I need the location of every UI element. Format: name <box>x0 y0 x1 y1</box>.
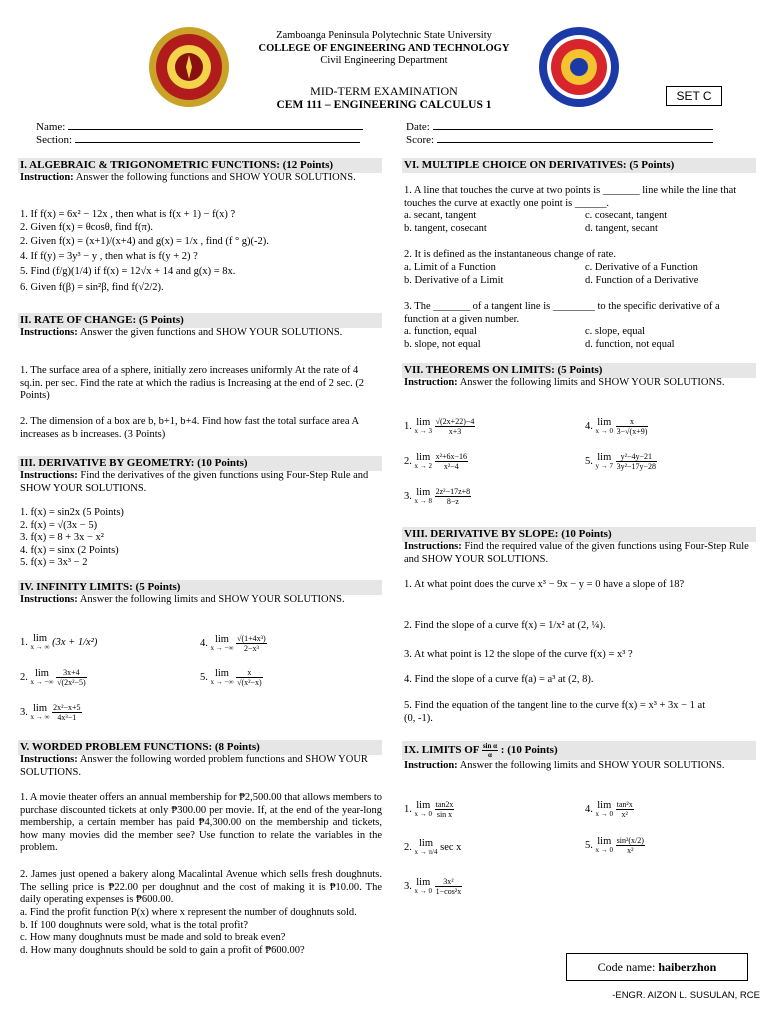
s8-q2: 2. Find the slope of a curve f(x) = 1/x² at (2, ¼). <box>404 620 606 631</box>
section-2-q1: 1. The surface area of a sphere, initially zero increases uniformly At the rate of 4 sq.in. per sec. Find the rate at which the radius is Increasing at the end of 2 sec. (2 Points) <box>20 365 365 402</box>
s9-num: 5. <box>585 839 593 851</box>
lim-text: lim <box>597 800 612 811</box>
s7-limit-4 <box>585 417 648 436</box>
s7-num: 4. <box>585 420 593 432</box>
date-label: Date: <box>406 121 430 133</box>
s6-q1-left <box>404 210 574 235</box>
s9-num: 1. <box>404 803 412 815</box>
s3-item: 3. f(x) = 8 + 3x − x² <box>20 532 104 544</box>
s4-num: 4. <box>200 637 208 649</box>
s4-limit-2 <box>20 668 87 687</box>
numerator: √(1+4x³) <box>237 634 266 643</box>
section-4-instr-text: Answer the following limits and SHOW YOUR SOLUTIONS. <box>79 594 345 605</box>
lim-text: lim <box>214 634 229 645</box>
s9-limit-4 <box>585 800 634 819</box>
exam-title: MID-TERM EXAMINATION <box>310 84 458 98</box>
denominator: √(2x²−5) <box>57 678 86 687</box>
university-logo <box>148 26 230 108</box>
choice-c: c. Derivative of a Function <box>585 262 698 273</box>
s7-limit-2 <box>404 452 468 471</box>
section-4-instruction <box>20 594 380 607</box>
section-5-parts <box>20 907 382 957</box>
section-2-instr-text: Answer the given functions and SHOW YOUR SOLUTIONS. <box>79 327 343 338</box>
lim-text: lim <box>418 838 433 849</box>
lim-under: x → 0 <box>414 887 432 895</box>
s8-q5: 5. Find the equation of the tangent line to the curve f(x) = x³ + 3x − 1 at (0, -1). <box>404 700 706 724</box>
set-badge <box>666 86 722 106</box>
lim-text: lim <box>597 836 612 847</box>
s6-q3-left <box>404 326 579 351</box>
section-3-instr-text: Find the derivatives of the given functions using Four-Step Rule and SHOW YOUR SOLUTIONS. <box>20 470 369 494</box>
s4-limit-1 <box>20 634 97 651</box>
numerator: tan2x <box>435 800 454 809</box>
section-8-instr-text: Find the required value of the given functions using Four-Step Rule and SHOW YOUR SOLUTIONS. <box>404 541 749 565</box>
lim-under: x → 0 <box>414 810 432 818</box>
s8-q4: 4. Find the slope of a curve f(a) = a³ at (2, 8). <box>404 674 594 685</box>
s3-item: 2. f(x) = √(3x − 5) <box>20 519 98 531</box>
numerator: 2z²−17z+8 <box>435 487 471 496</box>
section-2-instr-label: Instructions: <box>20 327 78 338</box>
s9-expr-2: sec x <box>440 841 462 853</box>
lim-text: lim <box>416 800 431 811</box>
denominator: α <box>487 751 492 759</box>
choice-b: b. slope, not equal <box>404 338 481 350</box>
s4-limit-3 <box>20 703 82 722</box>
s7-num: 2. <box>404 455 412 467</box>
section-2-title: II. RATE OF CHANGE: (5 Points) <box>18 313 382 328</box>
s4-num: 1. <box>20 636 28 648</box>
section-1-instr-label: Instruction: <box>20 172 74 183</box>
score-label: Score: <box>406 134 435 146</box>
s3-item: 5. f(x) = 3x³ − 2 <box>20 557 88 569</box>
set-label: SET C <box>676 89 712 103</box>
section-5-instr-text: Answer the following worded problem functions and SHOW YOUR SOLUTIONS. <box>20 754 368 778</box>
s9-limit-1 <box>404 800 454 819</box>
numerator: x <box>616 417 649 427</box>
lim-under: x → 0 <box>595 810 613 818</box>
s5-part-c: c. How many doughnuts must be made and sold to break even? <box>20 932 286 944</box>
s4-num: 3. <box>20 706 28 718</box>
lim-text: lim <box>416 877 431 888</box>
section-1-items <box>20 209 380 295</box>
s5-part-d: d. How many doughnuts should be sold to gain a profit of ₱600.00? <box>20 944 305 956</box>
date-field[interactable] <box>406 121 726 134</box>
numerator: tan²x <box>616 800 633 809</box>
section-9-instr-label: Instruction: <box>404 760 458 771</box>
lim-under: x → ∞ <box>30 643 50 651</box>
lim-under: x → ∞ <box>30 713 50 721</box>
lim-under: x → 2 <box>414 462 432 470</box>
section-6-title: VI. MULTIPLE CHOICE ON DERIVATIVES: (5 Points) <box>402 158 756 173</box>
s7-limit-3 <box>404 487 471 506</box>
numerator: sin²(x/2) <box>616 836 644 845</box>
lim-under: x → 0 <box>595 427 613 435</box>
section-3-title: III. DERIVATIVE BY GEOMETRY: (10 Points) <box>18 456 382 471</box>
name-label: Name: <box>36 121 66 133</box>
section-5-instr-label: Instructions: <box>20 754 78 765</box>
s4-expr-1: (3x + 1/x²) <box>52 636 98 648</box>
code-name-label: Code name: <box>597 960 656 974</box>
department-name: Civil Engineering Department <box>320 55 448 66</box>
section-8-instr-label: Instructions: <box>404 541 462 552</box>
lim-text: lim <box>597 417 612 428</box>
s9-num: 4. <box>585 803 593 815</box>
lim-under: x → −∞ <box>210 678 234 686</box>
choice-d: d. tangent, secant <box>585 222 658 234</box>
college-logo <box>538 26 620 108</box>
s9-limit-3 <box>404 877 462 896</box>
numerator: x²+6x−16 <box>435 452 468 461</box>
section-5-title: V. WORDED PROBLEM FUNCTIONS: (8 Points) <box>18 740 382 755</box>
lim-under: x → 3 <box>414 427 432 435</box>
s1-item: 5. Find (f/g)(1/4) if f(x) = 12√x + 14 and g(x) = 8x. <box>20 266 236 278</box>
section-label: Section: <box>36 134 73 146</box>
choice-a: a. function, equal <box>404 326 477 337</box>
section-5-instruction <box>20 754 380 779</box>
s4-limit-5 <box>200 668 263 687</box>
denominator: 2−x³ <box>243 644 259 653</box>
s9-title-pre: IX. LIMITS OF <box>404 744 480 757</box>
s9-num: 3. <box>404 880 412 892</box>
section-7-instr-label: Instruction: <box>404 377 458 388</box>
s1-item: 4. If f(y) = 3y³ − y , then what is f(y + 2) ? <box>20 250 198 262</box>
choice-d: d. Function of a Derivative <box>585 274 699 286</box>
lim-text: lim <box>32 703 47 714</box>
section-2-q2: 2. The dimension of a box are b, b+1, b+4. Find how fast the total surface area A increases as b increases. (3 Points) <box>20 416 359 440</box>
s6-q1-right <box>585 210 755 235</box>
university-name: Zamboanga Peninsula Polytechnic State University <box>276 30 492 41</box>
s4-num: 5. <box>200 671 208 683</box>
lim-under: x → 0 <box>595 846 613 854</box>
section-8-title: VIII. DERIVATIVE BY SLOPE: (10 Points) <box>402 527 756 542</box>
author-signature: -ENGR. AIZON L. SUSULAN, RCE <box>612 990 760 1001</box>
lim-text: lim <box>34 668 49 679</box>
denominator: x² <box>627 846 634 855</box>
s9-title-post: : (10 Points) <box>500 744 558 757</box>
choice-a: a. secant, tangent <box>404 210 477 221</box>
lim-under: x → π/4 <box>414 848 438 856</box>
lim-text: lim <box>597 452 612 463</box>
lim-under: x → −∞ <box>210 644 234 652</box>
lim-text: lim <box>32 633 47 644</box>
lim-text: lim <box>214 668 229 679</box>
s6-q2: 2. It is defined as the instantaneous change of rate. <box>404 249 616 260</box>
denominator: 3y²−17y−28 <box>616 462 657 471</box>
college-name: COLLEGE OF ENGINEERING AND TECHNOLOGY <box>258 42 510 54</box>
section-7-title: VII. THEOREMS ON LIMITS: (5 Points) <box>402 363 756 378</box>
denominator: sin x <box>436 810 453 819</box>
section-9-instr-text: Answer the following limits and SHOW YOUR SOLUTIONS. <box>459 760 725 771</box>
section-3-instruction <box>20 470 380 495</box>
numerator: sin α <box>482 742 498 750</box>
denominator: 4x³−1 <box>57 713 77 722</box>
lim-text: lim <box>416 487 431 498</box>
choice-b: b. tangent, cosecant <box>404 222 487 234</box>
s1-item: 6. Given f(β) = sin²β, find f(√2/2). <box>20 281 164 293</box>
lim-text: lim <box>416 417 431 428</box>
s6-q3: 3. The _______ of a tangent line is ________ to the specific derivative of a function at a given number. <box>404 301 720 325</box>
numerator: x <box>236 668 263 678</box>
s4-limit-4 <box>200 634 267 653</box>
denominator: x+3 <box>448 427 462 436</box>
s9-limit-2 <box>404 839 461 856</box>
s9-limit-5 <box>585 836 645 855</box>
section-3-items <box>20 507 380 570</box>
denominator: 3−√(x+9) <box>616 427 648 436</box>
lim-under: y → 7 <box>595 462 613 470</box>
denominator: x² <box>621 810 628 819</box>
s6-q1: 1. A line that touches the curve at two points is _______ line while the line that touches the curve at exactly one point is ______. <box>404 185 737 209</box>
s6-q2-left <box>404 262 579 287</box>
section-field[interactable] <box>36 134 376 147</box>
s1-item: 2. Given f(x) = θcosθ, find f(π). <box>20 221 153 233</box>
s7-num: 1. <box>404 420 412 432</box>
s6-q2-right <box>585 262 760 287</box>
numerator: 2x²−x+5 <box>53 703 81 712</box>
section-5-q1: 1. A movie theater offers an annual membership for ₱2,500.00 that allows members to purchase discounted tickets at only ₱300.00 per movie. If, at the end of the year-long membership, a certain member has paid ₱4,300.00 on the membership and tickets, how many movies did the member see? Use function to relate the variables in the problem. <box>20 792 382 854</box>
s5-part-b: b. If 100 doughnuts were sold, what is the total profit? <box>20 919 249 931</box>
denominator: 8−z <box>446 497 459 506</box>
section-9-title <box>402 741 756 760</box>
section-3-instr-label: Instructions: <box>20 470 78 481</box>
choice-c: c. cosecant, tangent <box>585 210 668 221</box>
s1-item: 2. Given f(x) = (x+1)/(x+4) and g(x) = 1/x , find (f ° g)(-2). <box>20 236 269 248</box>
s1-item: 1. If f(x) = 6x² − 12x , then what is f(x + 1) − f(x) ? <box>20 209 236 220</box>
lim-under: x → −∞ <box>30 678 54 686</box>
section-7-instruction <box>404 377 754 390</box>
code-name-value: haiberzhon <box>658 960 717 974</box>
denominator: √(x²−x) <box>237 678 262 687</box>
s7-limit-5 <box>585 452 657 471</box>
s9-num: 2. <box>404 841 412 853</box>
lim-under: x → 8 <box>414 497 432 505</box>
denominator: 1−cos²x <box>435 887 462 896</box>
choice-b: b. Derivative of a Limit <box>404 274 504 286</box>
lim-text: lim <box>416 452 431 463</box>
s8-q1: 1. At what point does the curve x³ − 9x − y = 0 have a slope of 18? <box>404 579 685 590</box>
section-4-instr-label: Instructions: <box>20 594 78 605</box>
s6-q3-right <box>585 326 760 351</box>
s7-num: 3. <box>404 490 412 502</box>
section-1-instr-text: Answer the following functions and SHOW YOUR SOLUTIONS. <box>75 172 356 183</box>
denominator: x²−4 <box>443 462 459 471</box>
s7-limit-1 <box>404 417 475 436</box>
section-7-instr-text: Answer the following limits and SHOW YOUR SOLUTIONS. <box>459 377 725 388</box>
section-4-title: IV. INFINITY LIMITS: (5 Points) <box>18 580 382 595</box>
course-title: CEM 111 – ENGINEERING CALCULUS 1 <box>276 99 492 111</box>
s7-num: 5. <box>585 455 593 467</box>
score-field[interactable] <box>406 134 726 147</box>
numerator: 3x² <box>435 877 463 887</box>
s3-item: 4. f(x) = sinx (2 Points) <box>20 544 119 556</box>
choice-a: a. Limit of a Function <box>404 262 496 273</box>
choice-d: d. function, not equal <box>585 338 675 350</box>
section-8-instruction <box>404 541 754 566</box>
numerator: y²−4y−21 <box>616 452 657 462</box>
section-2-instruction <box>20 327 380 340</box>
numerator: √(2x+22)−4 <box>435 417 475 426</box>
name-field[interactable] <box>36 121 376 134</box>
s3-item: 1. f(x) = sin2x (5 Points) <box>20 507 124 518</box>
section-1-title: I. ALGEBRAIC & TRIGONOMETRIC FUNCTIONS: (12 Points) <box>18 158 382 173</box>
code-name-box <box>566 953 748 981</box>
choice-c: c. slope, equal <box>585 326 646 337</box>
s5-part-a: a. Find the profit function P(x) where x represent the number of doughnuts sold. <box>20 907 357 918</box>
section-9-instruction <box>404 760 754 773</box>
section-1-instruction <box>20 172 380 185</box>
s4-num: 2. <box>20 671 28 683</box>
numerator: 3x+4 <box>56 668 87 678</box>
s8-q3: 3. At what point is 12 the slope of the curve f(x) = x³ ? <box>404 649 633 660</box>
section-5-q2: 2. James just opened a bakery along Macalintal Avenue which sells fresh doughnuts. The selling price is ₱22.00 per doughnut and the cost of making it is ₱10.00. The daily operating expenses is ₱600.00. <box>20 869 382 906</box>
